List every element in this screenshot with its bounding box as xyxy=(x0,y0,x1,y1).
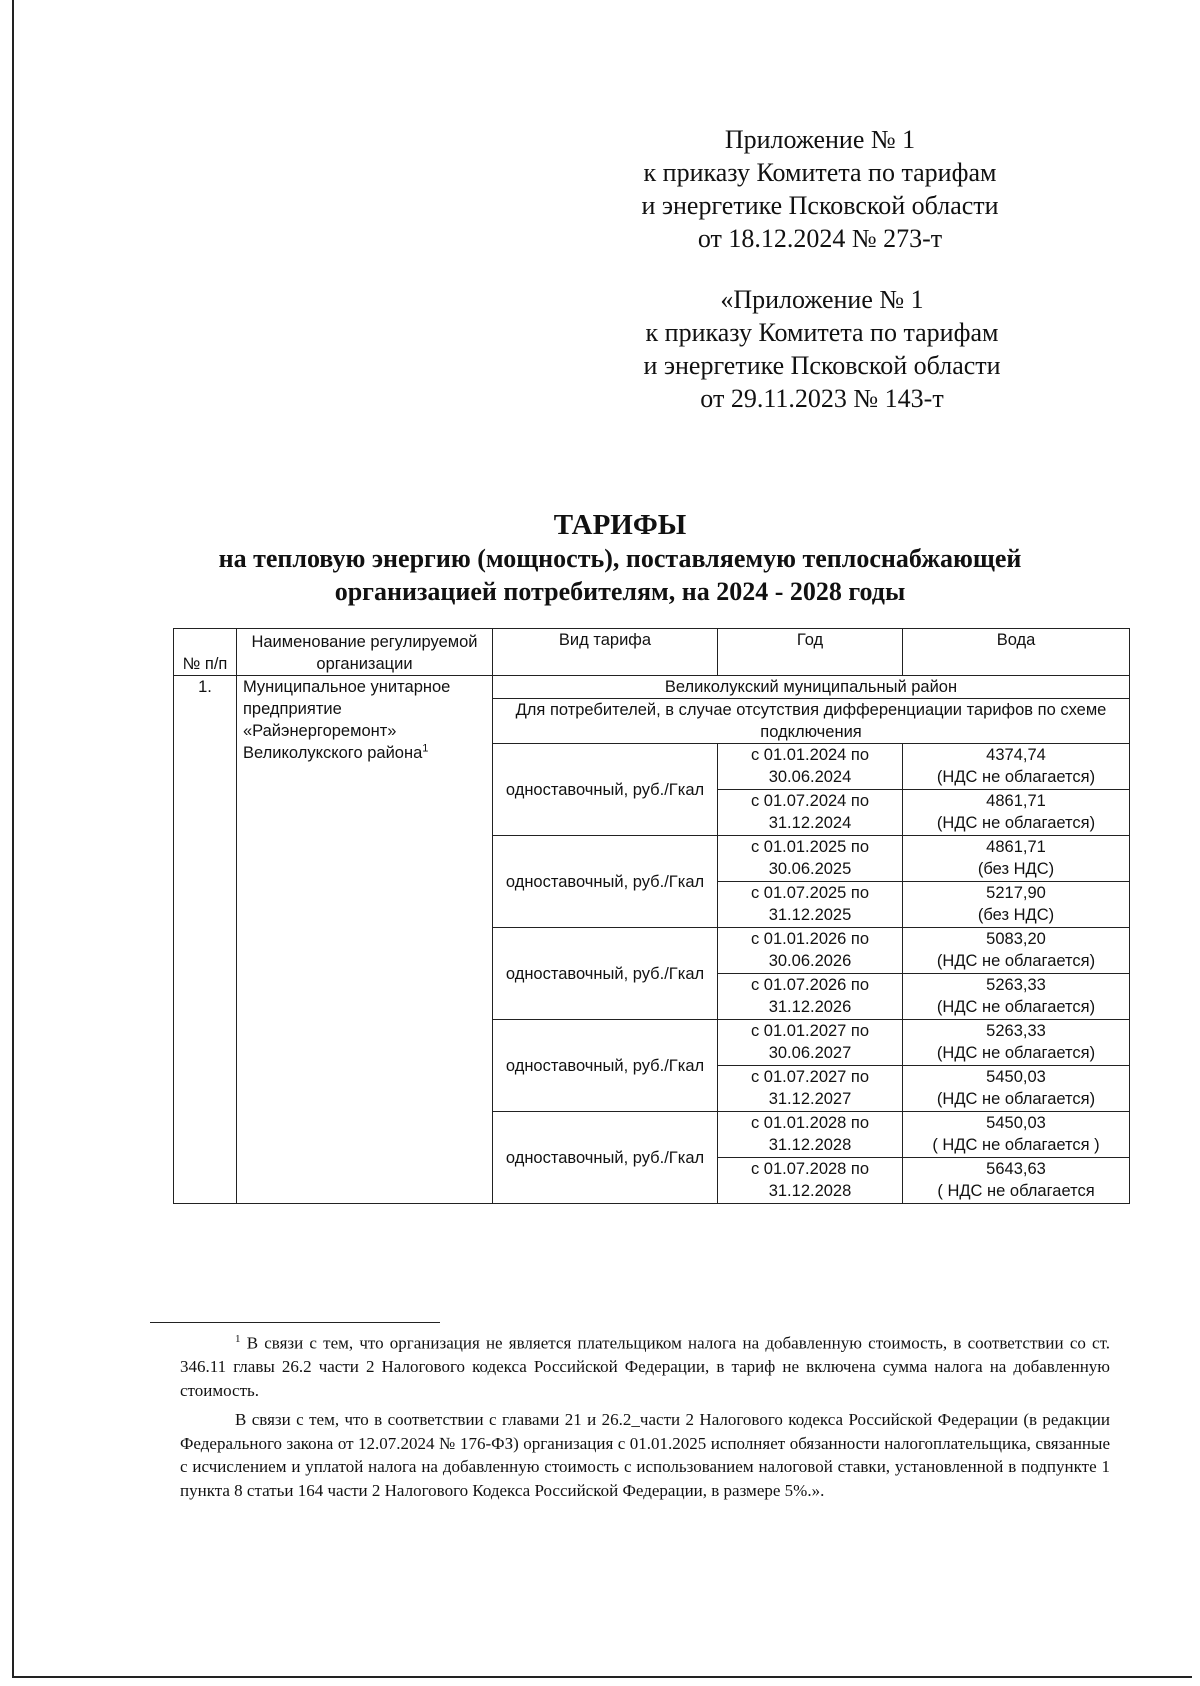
header-water: Вода xyxy=(903,629,1130,676)
tariff-value: 5450,03 xyxy=(986,1068,1046,1086)
vat-note: (НДС не облагается) xyxy=(936,998,1096,1016)
appendix-current-line4: от 18.12.2024 № 273-т xyxy=(697,224,943,253)
period-cell: с 01.01.2024 по 30.06.2024 xyxy=(718,744,903,790)
tariff-value: 5450,03 xyxy=(986,1114,1046,1132)
tariff-type-cell: одноставочный, руб./Гкал xyxy=(493,928,718,1020)
period-cell: с 01.01.2028 по 31.12.2028 xyxy=(718,1112,903,1158)
table-header-row xyxy=(174,629,1130,676)
appendix-previous-line2: к приказу Комитета по тарифам xyxy=(645,318,999,347)
footnote-paragraph-1 xyxy=(180,1328,1110,1402)
title-line3: организацией потребителям, на 2024 - 2028 годы xyxy=(334,577,906,606)
tariff-table xyxy=(173,628,1130,1204)
vat-note: (НДС не облагается) xyxy=(936,1090,1096,1108)
period-cell: с 01.07.2025 по 31.12.2025 xyxy=(718,882,903,928)
header-tariff-type: Вид тарифа xyxy=(493,629,718,676)
appendix-current-line3: и энергетике Псковской области xyxy=(641,191,999,220)
footnote-separator xyxy=(150,1322,440,1323)
footnote-paragraph-2 xyxy=(180,1408,1110,1502)
header-num: № п/п xyxy=(174,629,237,676)
tariff-value: 4861,71 xyxy=(986,792,1046,810)
appendix-previous-line4: от 29.11.2023 № 143-т xyxy=(700,384,944,413)
value-cell xyxy=(903,882,1130,928)
organization-footnote-mark: 1 xyxy=(422,742,429,755)
tariff-type-cell: одноставочный, руб./Гкал xyxy=(493,1020,718,1112)
tariff-value: 5263,33 xyxy=(986,976,1046,994)
vat-note: (НДС не облагается) xyxy=(936,814,1096,832)
period-cell: с 01.07.2028 по 31.12.2028 xyxy=(718,1158,903,1204)
period-cell: с 01.01.2026 по 30.06.2026 xyxy=(718,928,903,974)
consumers-note: Для потребителей, в случае отсутствия дифференциации тарифов по схеме подключения xyxy=(493,699,1130,744)
period-cell: с 01.07.2027 по 31.12.2027 xyxy=(718,1066,903,1112)
value-cell xyxy=(903,974,1130,1020)
appendix-previous-line3: и энергетике Псковской области xyxy=(643,351,1001,380)
tariff-value: 5083,20 xyxy=(986,930,1046,948)
tariff-value: 5217,90 xyxy=(986,884,1046,902)
period-cell: с 01.01.2025 по 30.06.2025 xyxy=(718,836,903,882)
vat-note: (НДС не облагается) xyxy=(936,952,1096,970)
footnote-text-1: В связи с тем, что организация не является плательщиком налога на добавленную стоимость, в соответствии со ст. 346.11 главы 26.2 части 2 Налогового кодекса Российской Федерации, в тариф не включена сумма налога на добавленную стоимость. xyxy=(180,1333,1111,1400)
organization-name-text: Муниципальное унитарное предприятие «Райэнергоремонт» Великолукского района xyxy=(243,678,451,762)
vat-note: ( НДС не облагается xyxy=(937,1182,1095,1200)
value-cell xyxy=(903,1112,1130,1158)
tariff-type-cell: одноставочный, руб./Гкал xyxy=(493,744,718,836)
district-name: Великолукский муниципальный район xyxy=(493,676,1130,699)
tariff-value: 4374,74 xyxy=(986,746,1046,764)
period-cell: с 01.07.2026 по 31.12.2026 xyxy=(718,974,903,1020)
header-org: Наименование регулируемой организации xyxy=(237,629,493,676)
tariff-type-cell: одноставочный, руб./Гкал xyxy=(493,836,718,928)
title-main: ТАРИФЫ xyxy=(553,509,687,541)
value-cell xyxy=(903,1020,1130,1066)
footnote-mark: 1 xyxy=(235,1333,241,1345)
vat-note: (НДС не облагается) xyxy=(936,768,1096,786)
vat-note: (без НДС) xyxy=(977,860,1055,878)
title-line2: на тепловую энергию (мощность), поставляемую теплоснабжающей xyxy=(218,544,1022,573)
tariff-value: 4861,71 xyxy=(986,838,1046,856)
value-cell xyxy=(903,928,1130,974)
footnotes xyxy=(180,1328,1110,1508)
row-number: 1. xyxy=(174,676,237,1204)
appendix-previous-line1: «Приложение № 1 xyxy=(720,285,924,314)
vat-note: ( НДС не облагается ) xyxy=(932,1136,1100,1154)
appendix-current-line2: к приказу Комитета по тарифам xyxy=(643,158,997,187)
value-cell xyxy=(903,744,1130,790)
tariff-value: 5263,33 xyxy=(986,1022,1046,1040)
vat-note: (НДС не облагается) xyxy=(936,1044,1096,1062)
period-cell: с 01.07.2024 по 31.12.2024 xyxy=(718,790,903,836)
footnote-text-2: В связи с тем, что в соответствии с главами 21 и 26.2_части 2 Налогового кодекса Российской Федерации (в редакции Федерального закона от 12.07.2024 № 176-ФЗ) организация с 01.01.2025 исполняет обязанности налогоплательщика, связанные с исчислением и уплатой налога на добавленную стоимость с использованием налоговой ставки, установленной в подпункте 1 пункта 8 статьи 164 части 2 Налогового Кодекса Российской Федерации, в размере 5%.». xyxy=(180,1410,1110,1500)
value-cell xyxy=(903,836,1130,882)
tariff-value: 5643,63 xyxy=(986,1160,1046,1178)
appendix-current xyxy=(600,123,1040,255)
vat-note: (без НДС) xyxy=(977,906,1055,924)
period-cell: с 01.01.2027 по 30.06.2027 xyxy=(718,1020,903,1066)
appendix-current-line1: Приложение № 1 xyxy=(724,125,916,154)
value-cell xyxy=(903,1066,1130,1112)
appendix-previous xyxy=(602,283,1042,415)
value-cell xyxy=(903,1158,1130,1204)
tariff-type-cell: одноставочный, руб./Гкал xyxy=(493,1112,718,1204)
header-year: Год xyxy=(718,629,903,676)
organization-name xyxy=(237,676,493,1204)
document-title xyxy=(150,508,1090,608)
value-cell xyxy=(903,790,1130,836)
district-row xyxy=(174,676,1130,699)
